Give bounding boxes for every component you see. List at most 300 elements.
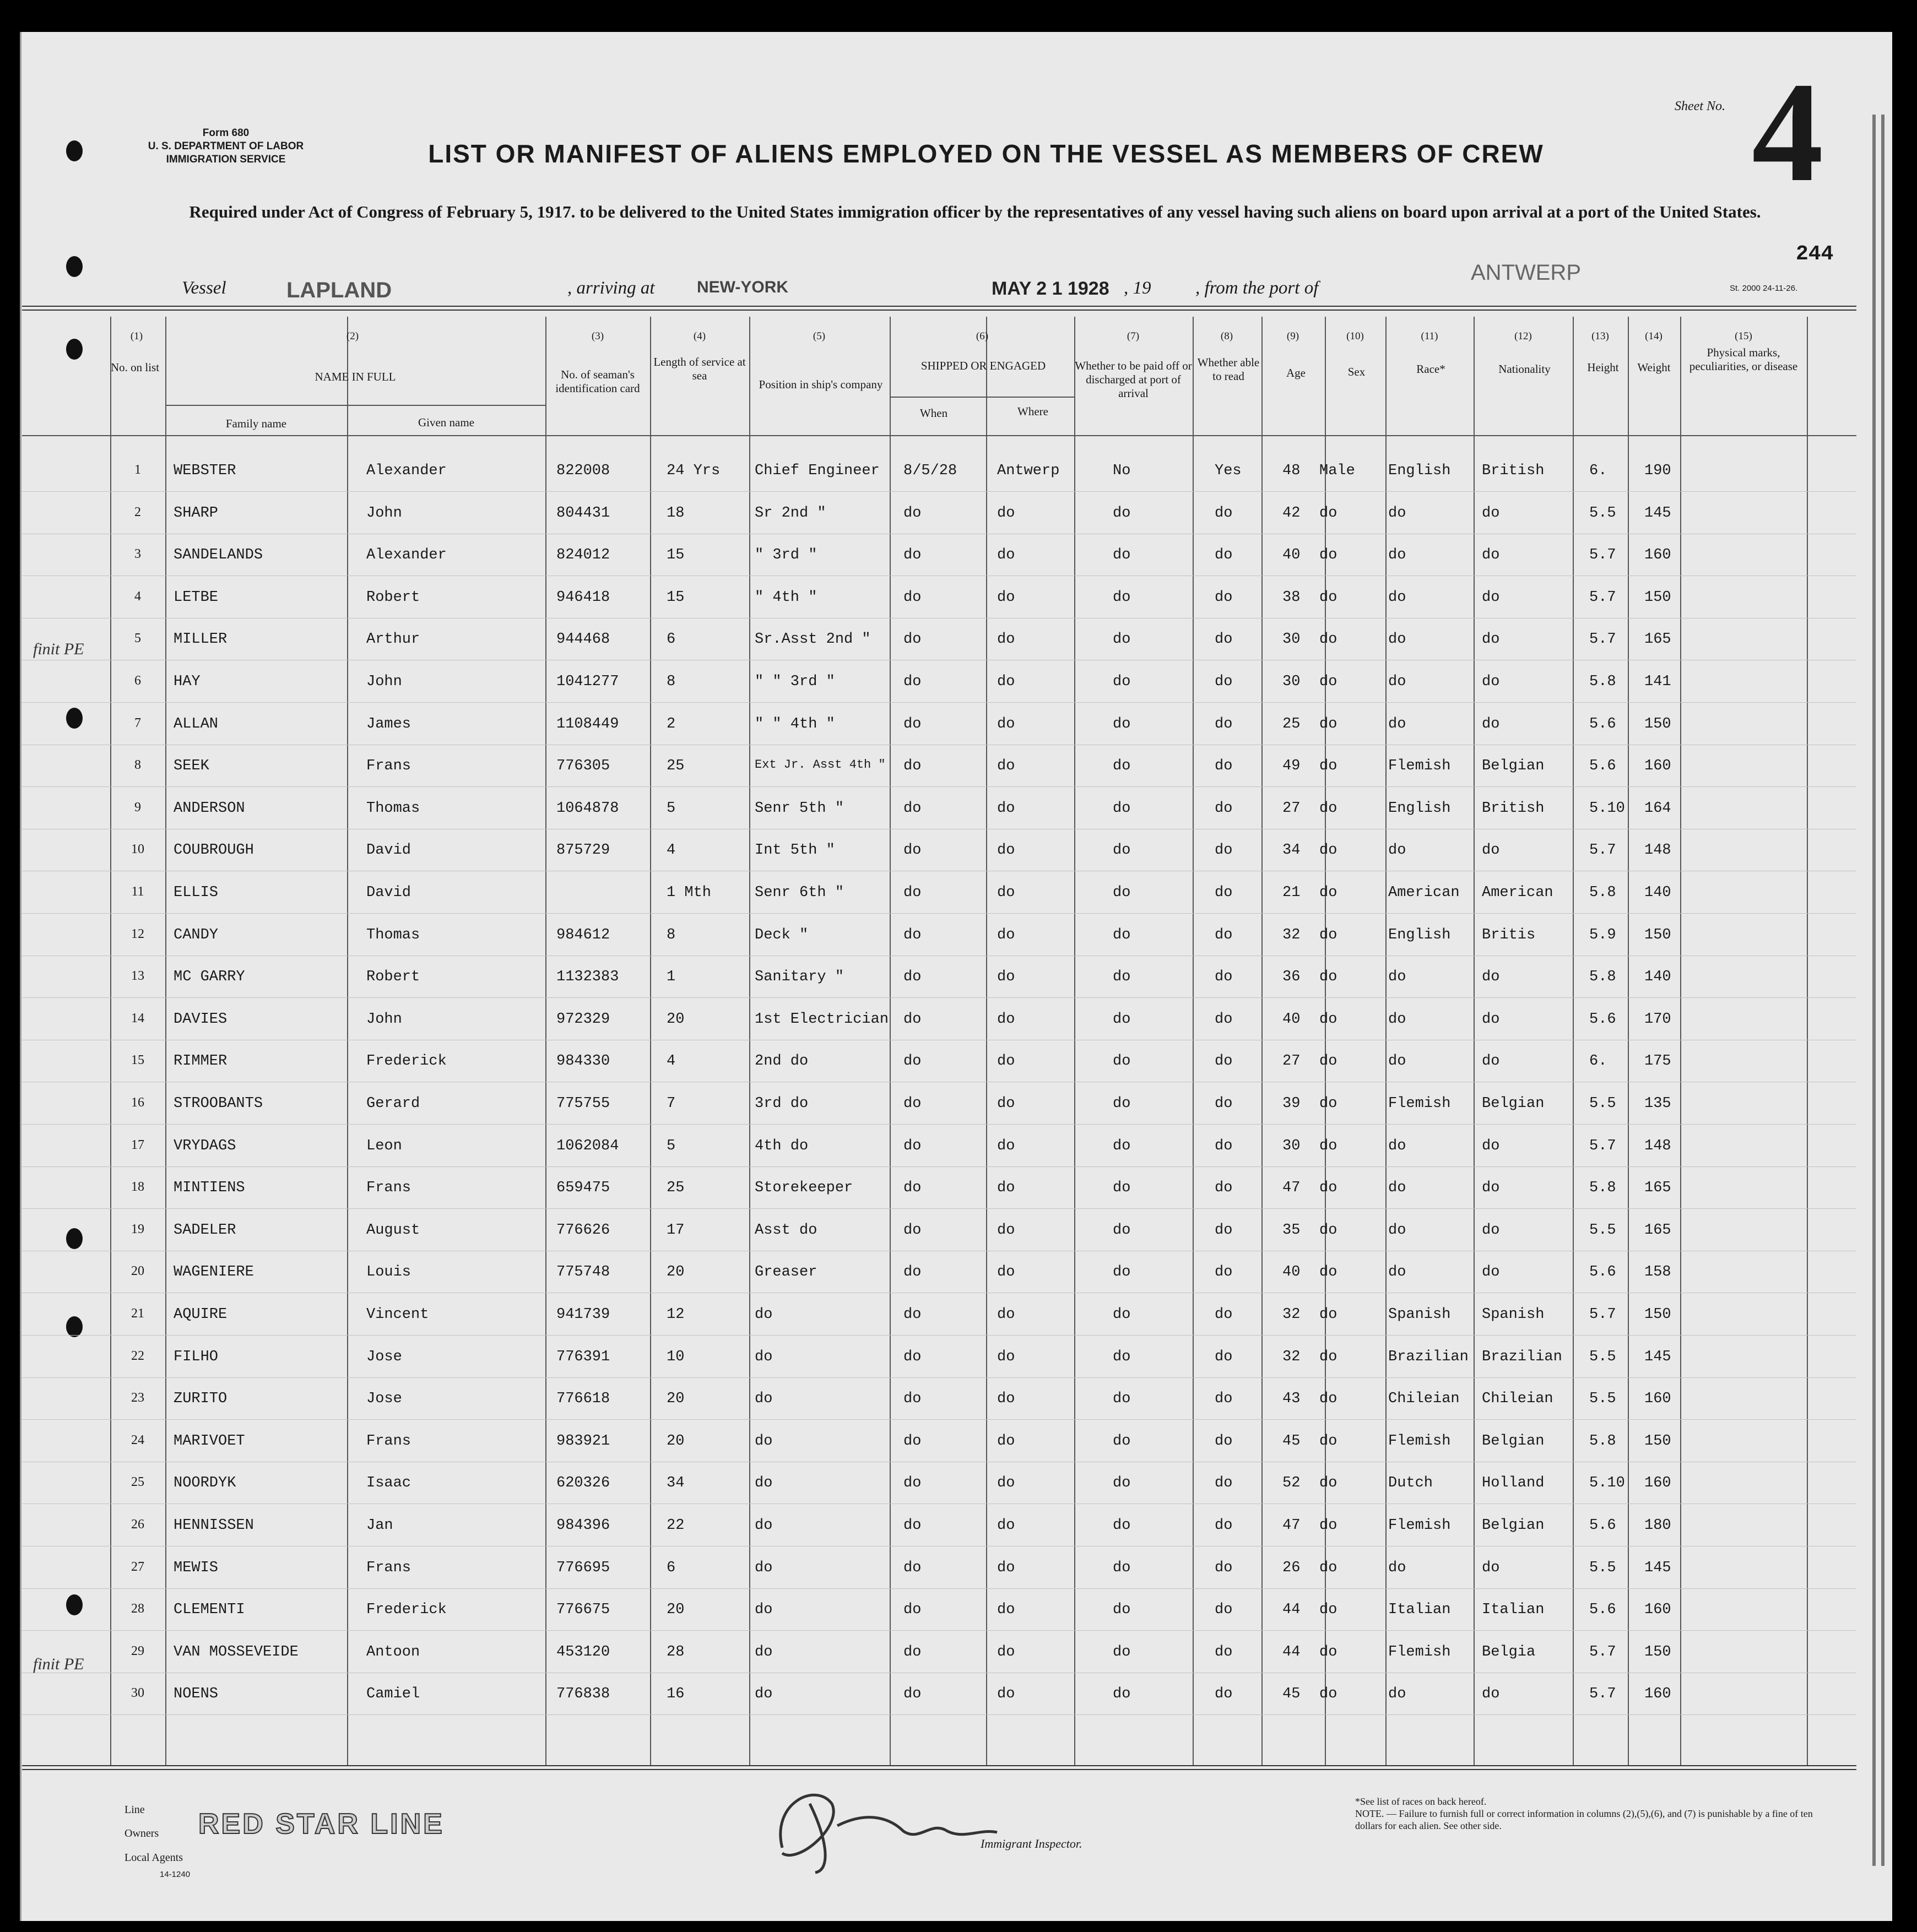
- family-name: HAY: [174, 674, 201, 690]
- given-name: James: [366, 715, 411, 732]
- service-length: 20: [667, 1011, 685, 1028]
- height: 5.8: [1589, 674, 1616, 690]
- department-name: U. S. DEPARTMENT OF LABOR: [148, 140, 304, 152]
- inspector-label: Immigrant Inspector.: [981, 1837, 1082, 1850]
- shipped-when: do: [903, 1643, 922, 1660]
- weight: 165: [1644, 1222, 1671, 1239]
- shipped-when: do: [903, 1686, 922, 1703]
- row-rule: [22, 1377, 1856, 1378]
- shipped-when: do: [903, 547, 922, 564]
- table-row: [0, 1011, 1917, 1050]
- card-number: 1064878: [556, 800, 619, 817]
- service-length: 15: [667, 589, 685, 606]
- shipped-when: do: [903, 1264, 922, 1281]
- able-to-read: Yes: [1215, 463, 1242, 479]
- weight: 160: [1644, 1475, 1671, 1492]
- header-bottom-rule: [22, 435, 1856, 436]
- sex: do: [1319, 1306, 1337, 1323]
- sex: do: [1319, 800, 1337, 817]
- shipped-where: do: [997, 1475, 1015, 1492]
- age: 40: [1282, 1011, 1301, 1028]
- card-number: 822008: [556, 463, 610, 479]
- service-name: IMMIGRATION SERVICE: [166, 154, 286, 165]
- race: English: [1388, 800, 1451, 817]
- row-rule: [22, 1714, 1856, 1715]
- row-number: 25: [131, 1475, 144, 1490]
- service-length: 25: [667, 1180, 685, 1197]
- position: do: [755, 1348, 773, 1365]
- penalty-note: NOTE. — Failure to furnish full or correct information in columns (2),(5),(6), and (7) is punishable by a fine of ten dollars for each alien. See other side.: [1355, 1808, 1813, 1831]
- paid-off: do: [1113, 800, 1131, 817]
- race: do: [1388, 1137, 1406, 1154]
- able-to-read: do: [1215, 1264, 1233, 1281]
- row-number: 7: [134, 715, 141, 730]
- able-to-read: do: [1215, 1053, 1233, 1070]
- shipped-where: do: [997, 969, 1015, 986]
- sex: do: [1319, 1137, 1337, 1154]
- row-number: 18: [131, 1180, 144, 1195]
- position: Senr 5th ": [755, 800, 844, 817]
- sex: do: [1319, 969, 1337, 986]
- family-name: MC GARRY: [174, 969, 245, 986]
- family-name: NOENS: [174, 1686, 219, 1703]
- able-to-read: do: [1215, 800, 1233, 817]
- card-number: 775748: [556, 1264, 610, 1281]
- col-header-shipped: SHIPPED OR ENGAGED: [920, 359, 1046, 372]
- col-header-where: Where: [1017, 405, 1048, 418]
- service-length: 25: [667, 758, 685, 775]
- card-number: 776305: [556, 758, 610, 775]
- row-rule: [22, 1208, 1856, 1209]
- row-number: 16: [131, 1095, 144, 1110]
- race: Chileian: [1388, 1391, 1460, 1408]
- table-row: [0, 758, 1917, 796]
- line-label: Line: [124, 1804, 145, 1816]
- weight: 150: [1644, 1306, 1671, 1323]
- family-name: VRYDAGS: [174, 1137, 236, 1154]
- form-number: Form 680: [202, 127, 250, 139]
- sex: do: [1319, 1643, 1337, 1660]
- sex: do: [1319, 1011, 1337, 1028]
- paid-off: do: [1113, 1475, 1131, 1492]
- paid-off: do: [1113, 589, 1131, 606]
- shipped-where: do: [997, 800, 1015, 817]
- table-row: [0, 1517, 1917, 1556]
- printer-note: St. 2000 24-11-26.: [1730, 284, 1798, 293]
- given-name: Frans: [366, 758, 411, 775]
- owners-label: Owners: [124, 1827, 159, 1839]
- service-length: 5: [667, 1137, 676, 1154]
- height: 5.6: [1589, 1517, 1616, 1534]
- table-row: [0, 884, 1917, 923]
- age: 44: [1282, 1643, 1301, 1660]
- shipped-where: do: [997, 547, 1015, 564]
- table-row: [0, 716, 1917, 755]
- paid-off: do: [1113, 1264, 1131, 1281]
- paid-off: do: [1113, 1559, 1131, 1576]
- row-number: 19: [131, 1222, 144, 1236]
- shipped-where: do: [997, 631, 1015, 648]
- family-name: NOORDYK: [174, 1475, 236, 1492]
- position: " 4th ": [755, 589, 817, 606]
- able-to-read: do: [1215, 1517, 1233, 1534]
- shipped-when: do: [903, 1517, 922, 1534]
- age: 42: [1282, 504, 1301, 522]
- shipped-where: do: [997, 715, 1015, 732]
- able-to-read: do: [1215, 969, 1233, 986]
- age: 30: [1282, 674, 1301, 690]
- given-name: Frans: [366, 1559, 411, 1576]
- service-length: 16: [667, 1686, 685, 1703]
- service-length: 20: [667, 1391, 685, 1408]
- col-header-age: Age: [1286, 366, 1306, 379]
- race: do: [1388, 1180, 1406, 1197]
- race: Spanish: [1388, 1306, 1451, 1323]
- table-row: [0, 1686, 1917, 1724]
- family-name: CANDY: [174, 926, 219, 943]
- sex: do: [1319, 758, 1337, 775]
- family-name: STROOBANTS: [174, 1095, 263, 1112]
- margin-note: finit PE: [33, 1655, 84, 1673]
- height: 5.8: [1589, 884, 1616, 901]
- table-row: [0, 674, 1917, 712]
- height: 5.7: [1589, 1643, 1616, 1660]
- nationality: Brazilian: [1482, 1348, 1562, 1365]
- given-name: Louis: [366, 1264, 411, 1281]
- col-header-race: Race*: [1416, 362, 1445, 376]
- table-row: [0, 1433, 1917, 1472]
- height: 5.5: [1589, 1222, 1616, 1239]
- position: do: [755, 1602, 773, 1619]
- nationality: Belgian: [1482, 758, 1545, 775]
- service-length: 12: [667, 1306, 685, 1323]
- row-rule: [22, 702, 1856, 703]
- shipped-where: do: [997, 1137, 1015, 1154]
- able-to-read: do: [1215, 674, 1233, 690]
- able-to-read: do: [1215, 926, 1233, 943]
- vessel-name: LAPLAND: [286, 278, 392, 302]
- row-number: 26: [131, 1517, 144, 1532]
- race: Flemish: [1388, 1095, 1451, 1112]
- paid-off: do: [1113, 1137, 1131, 1154]
- weight: 180: [1644, 1517, 1671, 1534]
- shipped-where: do: [997, 1180, 1015, 1197]
- nationality: do: [1482, 715, 1500, 732]
- nationality: Belgia: [1482, 1643, 1536, 1660]
- race: American: [1388, 884, 1460, 901]
- row-number: 22: [131, 1348, 144, 1363]
- given-name: David: [366, 884, 411, 901]
- height: 5.5: [1589, 1095, 1616, 1112]
- card-number: 776626: [556, 1222, 610, 1239]
- service-length: 2: [667, 715, 676, 732]
- table-row: [0, 1475, 1917, 1513]
- table-row: [0, 1095, 1917, 1134]
- position: 2nd do: [755, 1053, 809, 1070]
- given-name: Alexander: [366, 547, 447, 564]
- table-row: [0, 927, 1917, 965]
- given-name: Frederick: [366, 1602, 447, 1619]
- shipped-where: do: [997, 1559, 1015, 1576]
- col-header-card: No. of seaman's identification card: [555, 368, 640, 395]
- shipped-when: do: [903, 674, 922, 690]
- nationality: do: [1482, 969, 1500, 986]
- race: do: [1388, 1686, 1406, 1703]
- shipped-where: do: [997, 589, 1015, 606]
- able-to-read: do: [1215, 1095, 1233, 1112]
- shipped-when: do: [903, 631, 922, 648]
- col-header-sex: Sex: [1347, 365, 1366, 378]
- paid-off: No: [1113, 463, 1131, 479]
- card-number: 776618: [556, 1391, 610, 1408]
- paid-off: do: [1113, 926, 1131, 943]
- position: Chief Engineer: [755, 463, 880, 479]
- table-row: [0, 1349, 1917, 1387]
- nationality: Chileian: [1482, 1391, 1553, 1408]
- weight: 175: [1644, 1053, 1671, 1070]
- service-length: 10: [667, 1348, 685, 1365]
- age: 48: [1282, 463, 1301, 479]
- height: 5.6: [1589, 1602, 1616, 1619]
- row-number: 27: [131, 1559, 144, 1574]
- shipped-when: do: [903, 504, 922, 522]
- shipped-where: do: [997, 758, 1015, 775]
- nationality: British: [1482, 463, 1545, 479]
- weight: 148: [1644, 1137, 1671, 1154]
- position: Asst do: [755, 1222, 817, 1239]
- paid-off: do: [1113, 631, 1131, 648]
- card-number: 620326: [556, 1475, 610, 1492]
- row-number: 20: [131, 1264, 144, 1279]
- paid-off: do: [1113, 842, 1131, 859]
- height: 5.6: [1589, 758, 1616, 775]
- nationality: do: [1482, 1053, 1500, 1070]
- shipped-when: do: [903, 715, 922, 732]
- row-rule: [22, 1419, 1856, 1420]
- departure-port: ANTWERP: [1471, 261, 1581, 285]
- table-row: [0, 1222, 1917, 1261]
- binder-hole: [66, 339, 83, 360]
- family-name: SADELER: [174, 1222, 236, 1239]
- age: 40: [1282, 1264, 1301, 1281]
- given-name: Alexander: [366, 463, 447, 479]
- race: Flemish: [1388, 758, 1451, 775]
- age: 30: [1282, 1137, 1301, 1154]
- shipped-where: do: [997, 926, 1015, 943]
- row-rule: [22, 1335, 1856, 1336]
- race: do: [1388, 715, 1406, 732]
- table-row: [0, 800, 1917, 839]
- age: 34: [1282, 842, 1301, 859]
- card-number: 984330: [556, 1053, 610, 1070]
- shipped-when: do: [903, 842, 922, 859]
- shipped-subrule: [890, 397, 1074, 398]
- able-to-read: do: [1215, 547, 1233, 564]
- family-name: VAN MOSSEVEIDE: [174, 1643, 299, 1660]
- age: 26: [1282, 1559, 1301, 1576]
- card-number: 875729: [556, 842, 610, 859]
- weight: 160: [1644, 547, 1671, 564]
- shipped-where: do: [997, 1643, 1015, 1660]
- family-name: MARIVOET: [174, 1432, 245, 1450]
- age: 21: [1282, 884, 1301, 901]
- height: 5.7: [1589, 842, 1616, 859]
- race: do: [1388, 969, 1406, 986]
- able-to-read: do: [1215, 1559, 1233, 1576]
- table-row: [0, 1391, 1917, 1429]
- weight: 190: [1644, 463, 1671, 479]
- column-number: (3): [591, 330, 604, 342]
- shipped-when: do: [903, 1222, 922, 1239]
- row-number: 3: [134, 547, 141, 562]
- column-number: (9): [1286, 330, 1299, 342]
- paid-off: do: [1113, 1306, 1131, 1323]
- row-number: 28: [131, 1602, 144, 1616]
- given-name: Isaac: [366, 1475, 411, 1492]
- sex: do: [1319, 1180, 1337, 1197]
- nationality: British: [1482, 800, 1545, 817]
- table-row: [0, 1180, 1917, 1218]
- page-subtitle: Required under Act of Congress of February 5, 1917. to be delivered to the United States immigration officer by the representatives of any vessel having such aliens on board upon arrival at a port of the United States.: [189, 202, 1761, 221]
- position: do: [755, 1306, 773, 1323]
- table-row: [0, 547, 1917, 585]
- race: do: [1388, 1264, 1406, 1281]
- service-length: 20: [667, 1602, 685, 1619]
- able-to-read: do: [1215, 631, 1233, 648]
- col-header-height: Height: [1587, 361, 1619, 374]
- able-to-read: do: [1215, 758, 1233, 775]
- column-number: (15): [1735, 330, 1752, 342]
- race: do: [1388, 1011, 1406, 1028]
- family-name: LETBE: [174, 589, 219, 606]
- service-length: 34: [667, 1475, 685, 1492]
- position: do: [755, 1643, 773, 1660]
- race: do: [1388, 674, 1406, 690]
- col-header-weight: Weight: [1637, 361, 1671, 374]
- shipped-when: do: [903, 800, 922, 817]
- able-to-read: do: [1215, 1222, 1233, 1239]
- age: 27: [1282, 800, 1301, 817]
- column-number: (7): [1127, 330, 1140, 342]
- race: do: [1388, 547, 1406, 564]
- family-name: RIMMER: [174, 1053, 228, 1070]
- age: 44: [1282, 1602, 1301, 1619]
- binder-hole: [66, 140, 83, 161]
- form-header: [116, 127, 336, 166]
- sex: do: [1319, 1348, 1337, 1365]
- service-length: 18: [667, 504, 685, 522]
- row-number: 17: [131, 1137, 144, 1152]
- row-number: 30: [131, 1686, 144, 1701]
- sex: do: [1319, 1432, 1337, 1450]
- sex: do: [1319, 1391, 1337, 1408]
- header-rule: [22, 306, 1856, 311]
- row-rule: [22, 997, 1856, 998]
- sheet-label: Sheet No.: [1675, 99, 1725, 113]
- position: 1st Electrician: [755, 1011, 889, 1028]
- able-to-read: do: [1215, 1643, 1233, 1660]
- row-number: 13: [131, 969, 144, 984]
- nationality: do: [1482, 504, 1500, 522]
- paid-off: do: [1113, 1391, 1131, 1408]
- nationality: do: [1482, 1264, 1500, 1281]
- row-number: 1: [134, 463, 141, 477]
- shipped-where: do: [997, 674, 1015, 690]
- row-number: 11: [131, 884, 144, 899]
- shipped-when: do: [903, 1602, 922, 1619]
- family-name: MINTIENS: [174, 1180, 245, 1197]
- weight: 164: [1644, 800, 1671, 817]
- shipped-when: 8/5/28: [903, 463, 957, 479]
- column-number: (1): [130, 330, 143, 342]
- able-to-read: do: [1215, 1306, 1233, 1323]
- sex: do: [1319, 547, 1337, 564]
- height: 5.8: [1589, 1180, 1616, 1197]
- shipped-where: do: [997, 1602, 1015, 1619]
- weight: 158: [1644, 1264, 1671, 1281]
- nationality: Belgian: [1482, 1095, 1545, 1112]
- row-rule: [22, 1166, 1856, 1167]
- vessel-label: Vessel: [182, 278, 226, 298]
- card-number: 1062084: [556, 1137, 619, 1154]
- given-name: Jose: [366, 1348, 402, 1365]
- race: Flemish: [1388, 1517, 1451, 1534]
- column-number: (10): [1346, 330, 1364, 342]
- paid-off: do: [1113, 1011, 1131, 1028]
- height: 5.6: [1589, 1264, 1616, 1281]
- row-number: 21: [131, 1306, 144, 1321]
- row-number: 12: [131, 926, 144, 941]
- nationality: do: [1482, 1011, 1500, 1028]
- row-rule: [22, 913, 1856, 914]
- nationality: Britis: [1482, 926, 1536, 943]
- nationality: do: [1482, 631, 1500, 648]
- service-length: 6: [667, 1559, 676, 1576]
- paid-off: do: [1113, 504, 1131, 522]
- race-note: *See list of races on back hereof.: [1355, 1796, 1487, 1807]
- shipped-where: do: [997, 1432, 1015, 1450]
- given-name: Jose: [366, 1391, 402, 1408]
- arrival-port: NEW-YORK: [697, 278, 789, 296]
- position: Senr 6th ": [755, 884, 844, 901]
- height: 5.7: [1589, 1686, 1616, 1703]
- shipped-when: do: [903, 1306, 922, 1323]
- race: English: [1388, 926, 1451, 943]
- family-name: ANDERSON: [174, 800, 245, 817]
- weight: 145: [1644, 1559, 1671, 1576]
- card-number: 984612: [556, 926, 610, 943]
- row-number: 5: [134, 631, 141, 646]
- paid-off: do: [1113, 1517, 1131, 1534]
- family-name: DAVIES: [174, 1011, 228, 1028]
- sex: do: [1319, 504, 1337, 522]
- family-name: SANDELANDS: [174, 547, 263, 564]
- card-number: 944468: [556, 631, 610, 648]
- height: 5.10: [1589, 1475, 1625, 1492]
- position: 4th do: [755, 1137, 809, 1154]
- able-to-read: do: [1215, 1686, 1233, 1703]
- row-rule: [22, 1630, 1856, 1631]
- family-name: CLEMENTI: [174, 1602, 245, 1619]
- sex: do: [1319, 1222, 1337, 1239]
- table-row: [0, 463, 1917, 501]
- paid-off: do: [1113, 1095, 1131, 1112]
- card-number: 453120: [556, 1643, 610, 1660]
- col-header-family: Family name: [225, 417, 287, 430]
- position: " 3rd ": [755, 547, 817, 564]
- position: " " 3rd ": [755, 674, 835, 690]
- service-length: 1: [667, 969, 676, 986]
